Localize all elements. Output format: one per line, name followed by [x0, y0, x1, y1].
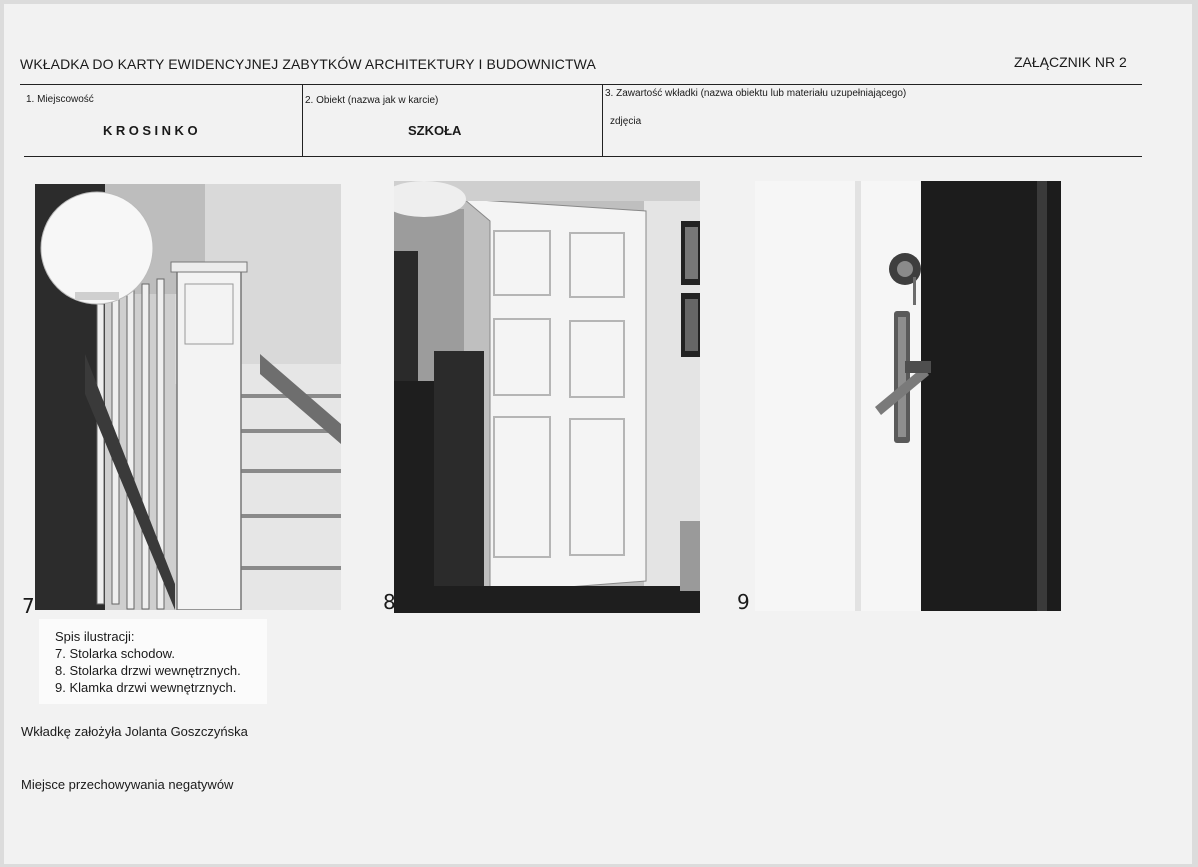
header-bottom-rule [24, 156, 1142, 157]
photo-number-9: 9 [737, 590, 750, 614]
caption-item: 9. Klamka drzwi wewnętrznych. [55, 680, 237, 695]
object-value: SZKOŁA [408, 123, 462, 138]
caption-list [39, 619, 267, 704]
photo-number-8: 8 [383, 590, 396, 614]
header-divider-2 [602, 84, 603, 156]
place-value: KROSINKO [103, 123, 202, 138]
object-label: 2. Obiekt (nazwa jak w karcie) [305, 95, 439, 106]
caption-item: 7. Stolarka schodow. [55, 646, 175, 661]
photo-interior-door [394, 181, 700, 613]
document-title: WKŁADKA DO KARTY EWIDENCYJNEJ ZABYTKÓW ARCHITEKTURY I BUDOWNICTWA [20, 56, 596, 72]
author-line: Wkładkę założyła Jolanta Goszczyńska [21, 724, 248, 739]
place-label: 1. Miejscowość [26, 94, 94, 105]
content-label: 3. Zawartość wkładki (nazwa obiektu lub materiału uzupełniającego) [605, 88, 907, 99]
caption-item: 8. Stolarka drzwi wewnętrznych. [55, 663, 241, 678]
content-value: zdjęcia [610, 116, 642, 127]
negatives-location: Miejsce przechowywania negatywów [21, 777, 234, 792]
document-sheet [4, 4, 1192, 864]
photo-door-handle [755, 181, 1061, 611]
photo-number-7: 7 [22, 594, 35, 618]
header-top-rule [20, 84, 1142, 85]
annex-number: ZAŁĄCZNIK NR 2 [1014, 54, 1127, 70]
caption-heading: Spis ilustracji: [55, 629, 135, 644]
header-divider-1 [302, 84, 303, 156]
photo-stairs [35, 184, 341, 610]
